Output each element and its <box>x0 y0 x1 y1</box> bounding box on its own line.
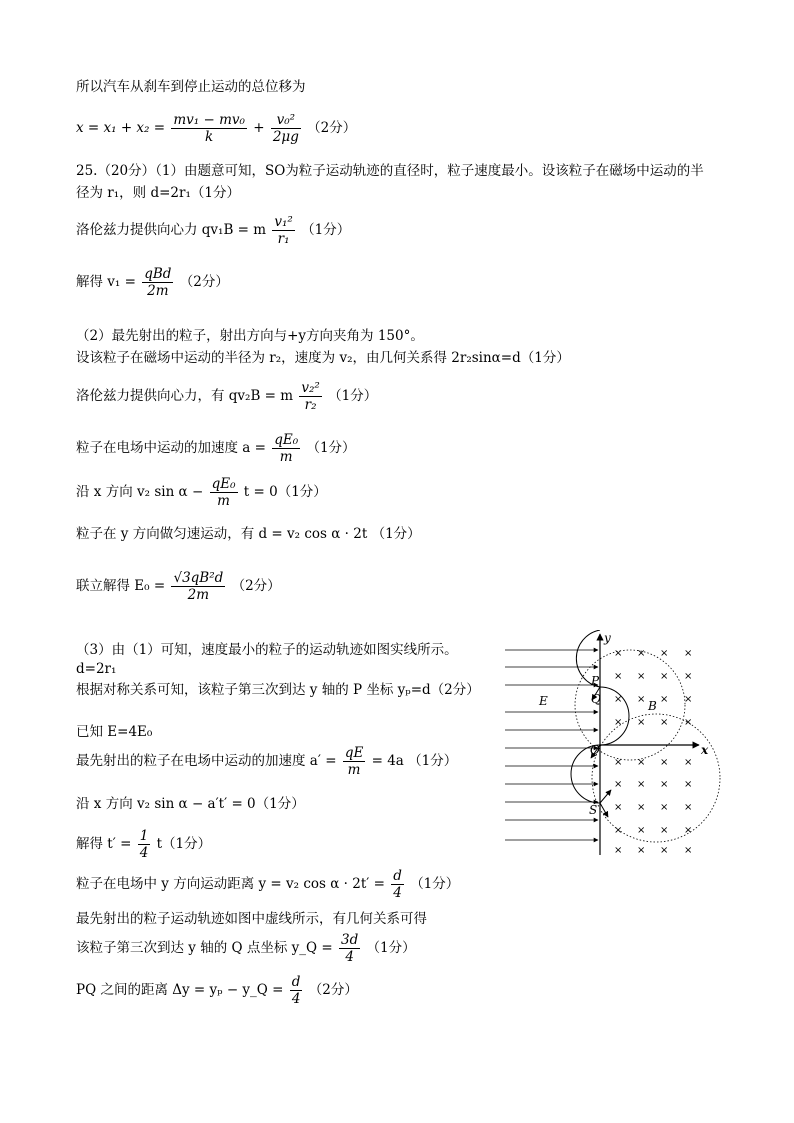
svg-text:×: × <box>614 648 623 659</box>
text-line-1 <box>76 78 306 96</box>
text: 设该粒子在磁场中运动的半径为 r₂，速度为 v₂，由几何关系得 2r₂sinα=d（1分） <box>76 350 570 366</box>
svg-text:×: × <box>660 825 669 836</box>
svg-text:×: × <box>637 717 646 728</box>
equation-y-distance <box>76 868 459 901</box>
fraction <box>391 868 404 901</box>
equation-E0 <box>76 570 281 603</box>
text: （3）由（1）可知，速度最小的粒子的运动轨迹如图实线所示。 <box>76 642 458 658</box>
svg-text:×: × <box>660 845 669 856</box>
eq-text: 沿 x 方向 v₂ sin α − <box>76 484 204 500</box>
fraction <box>299 380 321 413</box>
points: （2分） <box>231 578 281 594</box>
diagram-svg <box>503 630 723 860</box>
denominator: 4 <box>345 949 354 965</box>
plus-sign: + <box>253 120 265 136</box>
text-line-7 <box>76 327 424 345</box>
svg-text:×: × <box>637 802 646 813</box>
svg-text:×: × <box>637 757 646 768</box>
eq-text: = 4a （1分） <box>371 753 458 769</box>
label-y: y <box>604 631 611 645</box>
fraction <box>171 112 247 145</box>
fraction <box>272 214 294 247</box>
text: 粒子在 y 方向做匀速运动，有 d = v₂ cos α · 2t （1分） <box>76 526 421 542</box>
text: d=2r₁ <box>76 661 117 677</box>
numerator: √3qB²d <box>173 570 224 586</box>
eq-text: PQ 之间的距离 Δy = yₚ − y_Q = <box>76 982 284 998</box>
label-s: S <box>589 803 598 817</box>
svg-text:×: × <box>660 802 669 813</box>
svg-text:×: × <box>660 757 669 768</box>
equation-x-direction <box>76 476 327 509</box>
denominator: r₁ <box>277 231 290 247</box>
equation-PQ <box>76 974 358 1007</box>
label-x: x <box>701 743 709 757</box>
eq-text: 解得 v₁ = <box>76 274 136 290</box>
text-line-15 <box>76 660 116 678</box>
text: 25.（20分）（1）由题意可知，SO为粒子运动轨迹的直径时，粒子速度最小。设该粒子在磁场中运动的半 <box>76 163 704 179</box>
numerator: qBd <box>144 266 172 282</box>
points: （2分） <box>308 982 358 998</box>
points: （1分） <box>306 440 356 456</box>
numerator: qE₀ <box>211 476 236 492</box>
denominator: 4 <box>393 885 402 901</box>
equation-a-prime <box>76 745 457 778</box>
eq-text: 粒子在电场中 y 方向运动距离 y = v₂ cos α · 2t′ = <box>76 876 385 892</box>
text-line-3 <box>76 162 704 180</box>
equation-total-displacement <box>76 112 356 145</box>
fraction <box>290 974 303 1007</box>
label-b: B <box>648 699 657 713</box>
fraction <box>339 932 360 965</box>
denominator: 2μg <box>272 129 299 145</box>
numerator: 3d <box>341 932 359 948</box>
svg-text:×: × <box>614 717 623 728</box>
equation-v1 <box>76 266 229 299</box>
svg-text:×: × <box>684 779 693 790</box>
eq-text: 最先射出的粒子在电场中运动的加速度 a′ = <box>76 753 337 769</box>
svg-text:×: × <box>684 825 693 836</box>
dotted-trajectory-lower <box>592 714 720 842</box>
points: （2分） <box>307 120 357 136</box>
svg-text:×: × <box>614 671 623 682</box>
text: 已知 E=4E₀ <box>76 724 153 740</box>
equation-t-prime <box>76 828 211 861</box>
fraction <box>210 476 238 509</box>
svg-text:×: × <box>684 671 693 682</box>
svg-text:×: × <box>684 757 693 768</box>
fraction <box>142 266 173 299</box>
label-p: P <box>591 674 600 688</box>
fraction <box>171 570 225 603</box>
svg-text:×: × <box>684 717 693 728</box>
velocity-arrow-s <box>600 790 611 803</box>
svg-text:×: × <box>660 694 669 705</box>
eq-text: 洛伦兹力提供向心力 qv₁B = m <box>76 222 267 238</box>
denominator: m <box>217 493 230 509</box>
svg-text:×: × <box>614 825 623 836</box>
numerator: d <box>393 868 402 884</box>
denominator: 2m <box>187 587 210 603</box>
svg-text:×: × <box>637 694 646 705</box>
fraction <box>138 828 151 861</box>
text: 最先射出的粒子运动轨迹如图中虚线所示，有几何关系可得 <box>76 911 427 927</box>
text: （2）最先射出的粒子，射出方向与+y方向夹角为 150°。 <box>76 328 424 344</box>
denominator: 4 <box>139 845 149 861</box>
text-line-8 <box>76 349 570 367</box>
fraction <box>343 745 366 778</box>
denominator: m <box>347 762 361 778</box>
denominator: 4 <box>291 991 301 1007</box>
eq-text: 粒子在电场中运动的加速度 a = <box>76 440 266 456</box>
numerator: qE <box>344 745 364 761</box>
fraction <box>271 112 301 145</box>
svg-text:×: × <box>637 825 646 836</box>
numerator: 1 <box>139 828 149 844</box>
text-line-14 <box>76 641 458 659</box>
physics-diagram <box>503 630 723 860</box>
numerator: v₀² <box>271 112 301 129</box>
svg-text:×: × <box>684 648 693 659</box>
svg-text:×: × <box>637 845 646 856</box>
text: 径为 r₁，则 d=2r₁（1分） <box>76 185 240 201</box>
equation-lorentz-2 <box>76 380 377 413</box>
svg-text:×: × <box>660 671 669 682</box>
svg-text:×: × <box>614 694 623 705</box>
eq-text: 解得 t′ = <box>76 836 132 852</box>
numerator: d <box>291 974 301 990</box>
equation-lorentz-1 <box>76 214 350 247</box>
label-q: Q <box>591 692 601 706</box>
equation-acceleration <box>76 432 356 465</box>
svg-text:×: × <box>637 779 646 790</box>
denominator: r₂ <box>304 397 317 413</box>
denominator: k <box>205 129 214 145</box>
denominator: 2m <box>147 283 169 299</box>
text: 沿 x 方向 v₂ sin α − a′t′ = 0（1分） <box>76 796 305 812</box>
points: （1分） <box>366 940 416 956</box>
svg-text:×: × <box>614 845 623 856</box>
fraction <box>272 432 300 465</box>
svg-text:×: × <box>614 757 623 768</box>
eq-text: 该粒子第三次到达 y 轴的 Q 点坐标 y_Q = <box>76 940 333 956</box>
label-o: O <box>590 743 600 757</box>
eq-text: t = 0（1分） <box>243 484 327 500</box>
numerator: qE₀ <box>274 432 299 448</box>
points: （1分） <box>328 388 378 404</box>
text: 根据对称关系可知，该粒子第三次到达 y 轴的 P 坐标 yₚ=d（2分） <box>76 682 480 698</box>
eq-text: 洛伦兹力提供向心力，有 qv₂B = m <box>76 388 294 404</box>
text: 所以汽车从刹车到停止运动的总位移为 <box>76 79 306 95</box>
eq-text: 联立解得 E₀ = <box>76 578 166 594</box>
svg-text:×: × <box>637 648 646 659</box>
svg-text:×: × <box>637 671 646 682</box>
denominator: m <box>279 449 293 465</box>
svg-text:×: × <box>660 648 669 659</box>
text-line-12 <box>76 525 421 543</box>
points: （1分） <box>410 876 460 892</box>
points: （1分） <box>301 222 351 238</box>
numerator: v₂² <box>301 380 320 396</box>
svg-text:×: × <box>660 717 669 728</box>
svg-text:×: × <box>684 694 693 705</box>
magnetic-field-crosses <box>614 648 692 856</box>
text-line-22 <box>76 910 427 928</box>
svg-text:×: × <box>660 779 669 790</box>
text-line-19 <box>76 795 305 813</box>
text-line-17 <box>76 723 152 741</box>
numerator: v₁² <box>274 214 293 230</box>
numerator: mv₁ − mv₀ <box>173 112 245 128</box>
equation-yQ <box>76 932 416 965</box>
label-e: E <box>539 694 548 708</box>
svg-text:×: × <box>684 845 693 856</box>
svg-text:×: × <box>614 802 623 813</box>
points: （2分） <box>179 274 229 290</box>
svg-text:×: × <box>614 779 623 790</box>
text-line-4 <box>76 184 240 202</box>
eq-lhs: x = x₁ + x₂ = <box>76 120 166 136</box>
text-line-16 <box>76 681 480 699</box>
svg-text:×: × <box>684 802 693 813</box>
eq-text: t（1分） <box>156 836 212 852</box>
